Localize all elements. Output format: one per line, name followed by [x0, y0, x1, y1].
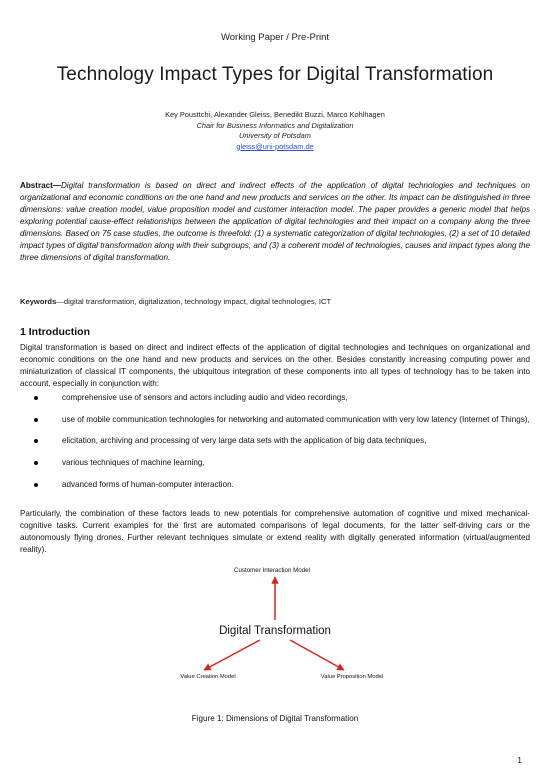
abstract-text: Digital transformation is based on direct and indirect effects of the application of digital technologies and techniques on organizational and economic conditions on the one hand and new products and services on the other. Its impact can be distinguished in three dimensions: value creation model, value proposition model and customer interaction model. The paper provides a generic model that helps exploring potential cause-effect relationships between the application of digital technologies and their impact on a company along the three dimensions. Based on 75 case studies, the outcome is threefold: (1) a systematic categorization of digital technologies, (2) a set of 10 detailed impact types of digital transformation along with their subgroups, and (3) a coherent model of technologies, causes and impact types along the three dimensions of digital transformation.: [20, 181, 530, 262]
diagram-label-customer-interaction: Customer Interaction Model: [233, 567, 311, 574]
keywords-label: Keywords: [20, 297, 57, 306]
dimensions-diagram: [0, 560, 550, 710]
figure-caption: Figure 1: Dimensions of Digital Transformation: [191, 714, 359, 723]
list-item: use of mobile communication technologies for networking and automated communication with very low latency (Internet of Things),: [20, 414, 530, 426]
abstract-label: Abstract: [20, 181, 53, 190]
intro-paragraph-2: Particularly, the combination of these factors leads to new potentials for comprehensive automation of cognitive und mixed mechanical-cognitive tasks. Current examples for the first are automated comparisons of legal documents, for the latter self-driving cars or the autonomously flying drones. Further relevant techniques simulate or extend reality with digitally generated information (virtual/augmented reality).: [20, 509, 530, 555]
author-block: [0, 110, 550, 152]
list-item: elicitation, archiving and processing of very large data sets with the application of big data techniques,: [20, 435, 530, 447]
diagram-label-digital-transformation: Digital Transformation: [219, 625, 331, 637]
list-item: various techniques of machine learning,: [20, 457, 530, 469]
abstract-dash: —: [52, 181, 61, 190]
author-names: Key Pousttchi, Alexander Gleiss, Benedikt Buzzi, Marco Kohlhagen: [165, 110, 385, 119]
running-header: Working Paper / Pre-Print: [220, 32, 330, 43]
abstract: [20, 180, 530, 264]
arrow-to-value-proposition: [290, 640, 344, 670]
list-item: advanced forms of human-computer interaction.: [20, 479, 530, 491]
page-number: 1: [517, 755, 522, 765]
affiliation-university: University of Potsdam: [239, 131, 311, 141]
technology-bullet-list: [20, 392, 530, 500]
keywords-text: —digital transformation, digitalization, technology impact, digital technologies, ICT: [56, 297, 332, 306]
list-item: comprehensive use of sensors and actors including audio and video recordings,: [20, 392, 530, 404]
intro-paragraph-1: Digital transformation is based on direct and indirect effects of the application of digital technologies and techniques on organizational and economic conditions on the one hand and new products and services on the other. Besides constantly increasing computing power and miniaturization of classical IT components, the ubiquitous integration of these components into all types of technology has to be taken into account, especially in conjunction with:: [20, 343, 530, 389]
section-heading-introduction: 1 Introduction: [20, 326, 90, 338]
keywords: [20, 296, 530, 307]
diagram-label-value-creation: Value Creation Model: [180, 674, 236, 680]
arrow-to-value-creation: [204, 640, 260, 670]
affiliation-chair: Chair for Business Informatics and Digitalization: [196, 120, 354, 130]
diagram-label-value-proposition: Value Proposition Model: [320, 674, 384, 680]
paper-title: Technology Impact Types for Digital Transformation: [56, 64, 494, 85]
contact-email-link[interactable]: gleiss@uni-potsdam.de: [236, 141, 314, 151]
